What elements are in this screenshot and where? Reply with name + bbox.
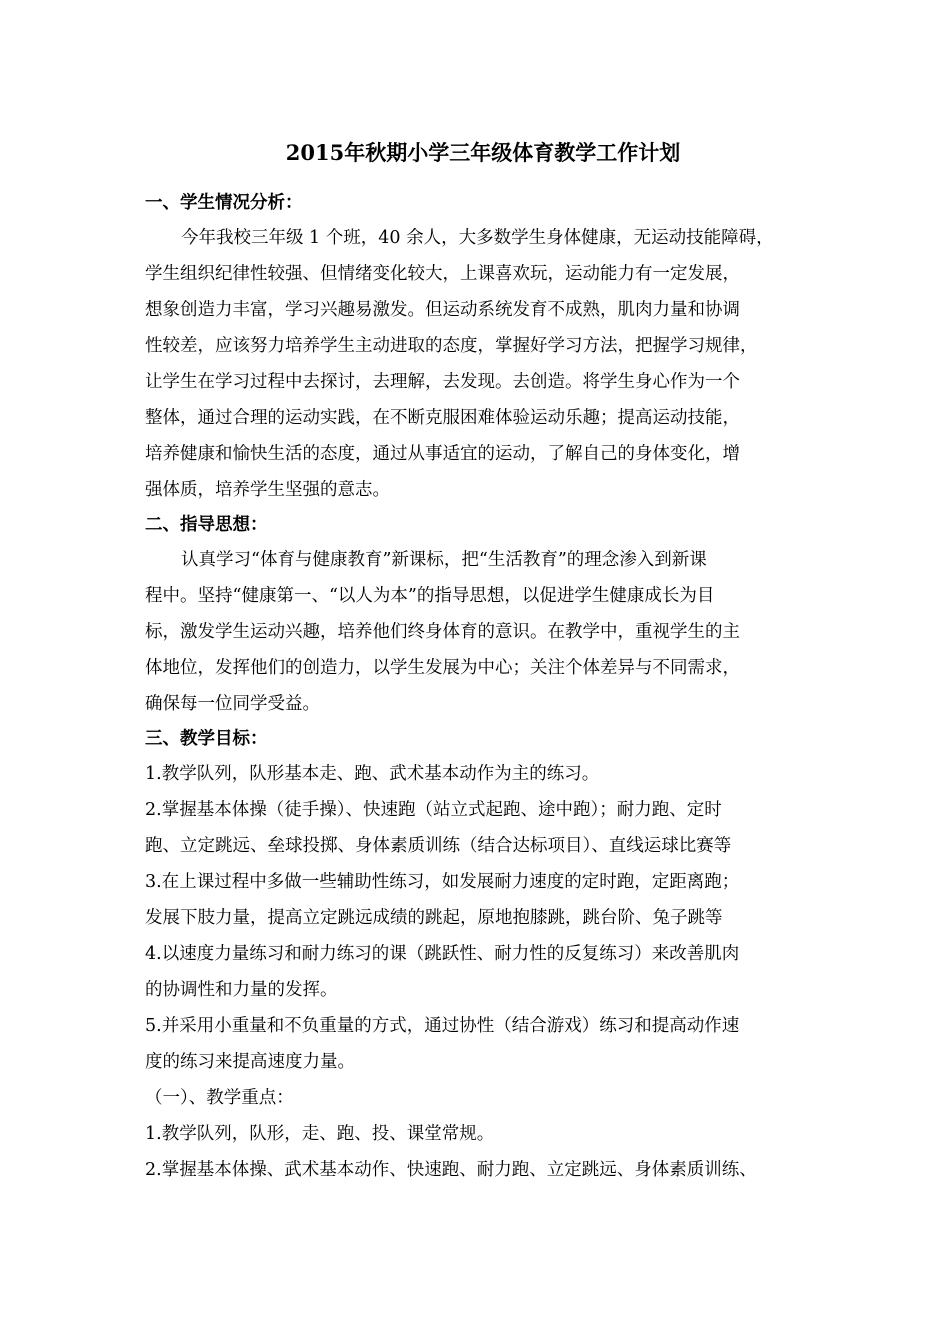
paragraph-line: 认真学习“体育与健康教育”新课标，把“生活教育”的理念渗入到新课 bbox=[181, 550, 707, 570]
list-item-line: 跑、立定跳远、垒球投掷、身体素质训练（结合达标项目）、直线运球比赛等 bbox=[145, 836, 732, 856]
section-heading-student-analysis: 一、学生情况分析： bbox=[145, 193, 303, 213]
list-item-line: 5.并采用小重量和不负重量的方式，通过协性（结合游戏）练习和提高动作速 bbox=[145, 1016, 740, 1036]
subsection-heading-teaching-focus: （一）、教学重点： bbox=[145, 1088, 294, 1108]
list-item-line: 1.教学队列，队形，走、跑、投、课堂常规。 bbox=[145, 1124, 495, 1144]
list-item-line: 度的练习来提高速度力量。 bbox=[145, 1052, 355, 1072]
document-body bbox=[145, 130, 821, 1188]
section-heading-teaching-goals: 三、教学目标： bbox=[145, 729, 268, 749]
list-item-line: 3.在上课过程中多做一些辅助性练习，如发展耐力速度的定时跑，定距离跑； bbox=[145, 872, 740, 892]
paragraph-line: 整体，通过合理的运动实践，在不断克服困难体验运动乐趣；提高运动技能， bbox=[145, 408, 740, 428]
paragraph-line: 学生组织纪律性较强、但情绪变化较大，上课喜欢玩，运动能力有一定发展， bbox=[145, 264, 740, 284]
paragraph-line: 确保每一位同学受益。 bbox=[145, 694, 320, 714]
list-item-line: 2.掌握基本体操、武术基本动作、快速跑、耐力跑、立定跳远、身体素质训练、 bbox=[145, 1160, 757, 1180]
paragraph-line: 培养健康和愉快生活的态度，通过从事适宜的运动，了解自己的身体变化，增 bbox=[145, 444, 740, 464]
section-heading-guiding-ideology: 二、指导思想： bbox=[145, 515, 268, 535]
paragraph-line: 今年我校三年级 1 个班，40 余人，大多数学生身体健康，无运动技能障碍， bbox=[181, 228, 774, 248]
paragraph-line: 程中。坚持“健康第一、“以人为本”的指导思想，以促进学生健康成长为目 bbox=[145, 586, 715, 606]
paragraph-line: 强体质，培养学生坚强的意志。 bbox=[145, 480, 390, 500]
paragraph-line: 想象创造力丰富，学习兴趣易激发。但运动系统发育不成熟，肌肉力量和协调 bbox=[145, 300, 740, 320]
list-item-line: 1.教学队列，队形基本走、跑、武术基本动作为主的练习。 bbox=[145, 764, 600, 784]
paragraph-line: 性较差，应该努力培养学生主动进取的态度，掌握好学习方法，把握学习规律， bbox=[145, 336, 758, 356]
list-item-line: 发展下肢力量，提高立定跳远成绩的跳起，原地抱膝跳，跳台阶、兔子跳等 bbox=[145, 908, 723, 928]
paragraph-line: 让学生在学习过程中去探讨，去理解，去发现。去创造。将学生身心作为一个 bbox=[145, 372, 740, 392]
document-title: 2015年秋期小学三年级体育教学工作计划 bbox=[285, 140, 681, 165]
list-item-line: 4.以速度力量练习和耐力练习的课（跳跃性、耐力性的反复练习）来改善肌肉 bbox=[145, 944, 740, 964]
paragraph-line: 标，激发学生运动兴趣，培养他们终身体育的意识。在教学中，重视学生的主 bbox=[145, 622, 740, 642]
paragraph-line: 体地位，发挥他们的创造力，以学生发展为中心；关注个体差异与不同需求， bbox=[145, 658, 740, 678]
list-item-line: 2.掌握基本体操（徒手操）、快速跑（站立式起跑、途中跑）；耐力跑、定时 bbox=[145, 800, 722, 820]
list-item-line: 的协调性和力量的发挥。 bbox=[145, 980, 338, 1000]
